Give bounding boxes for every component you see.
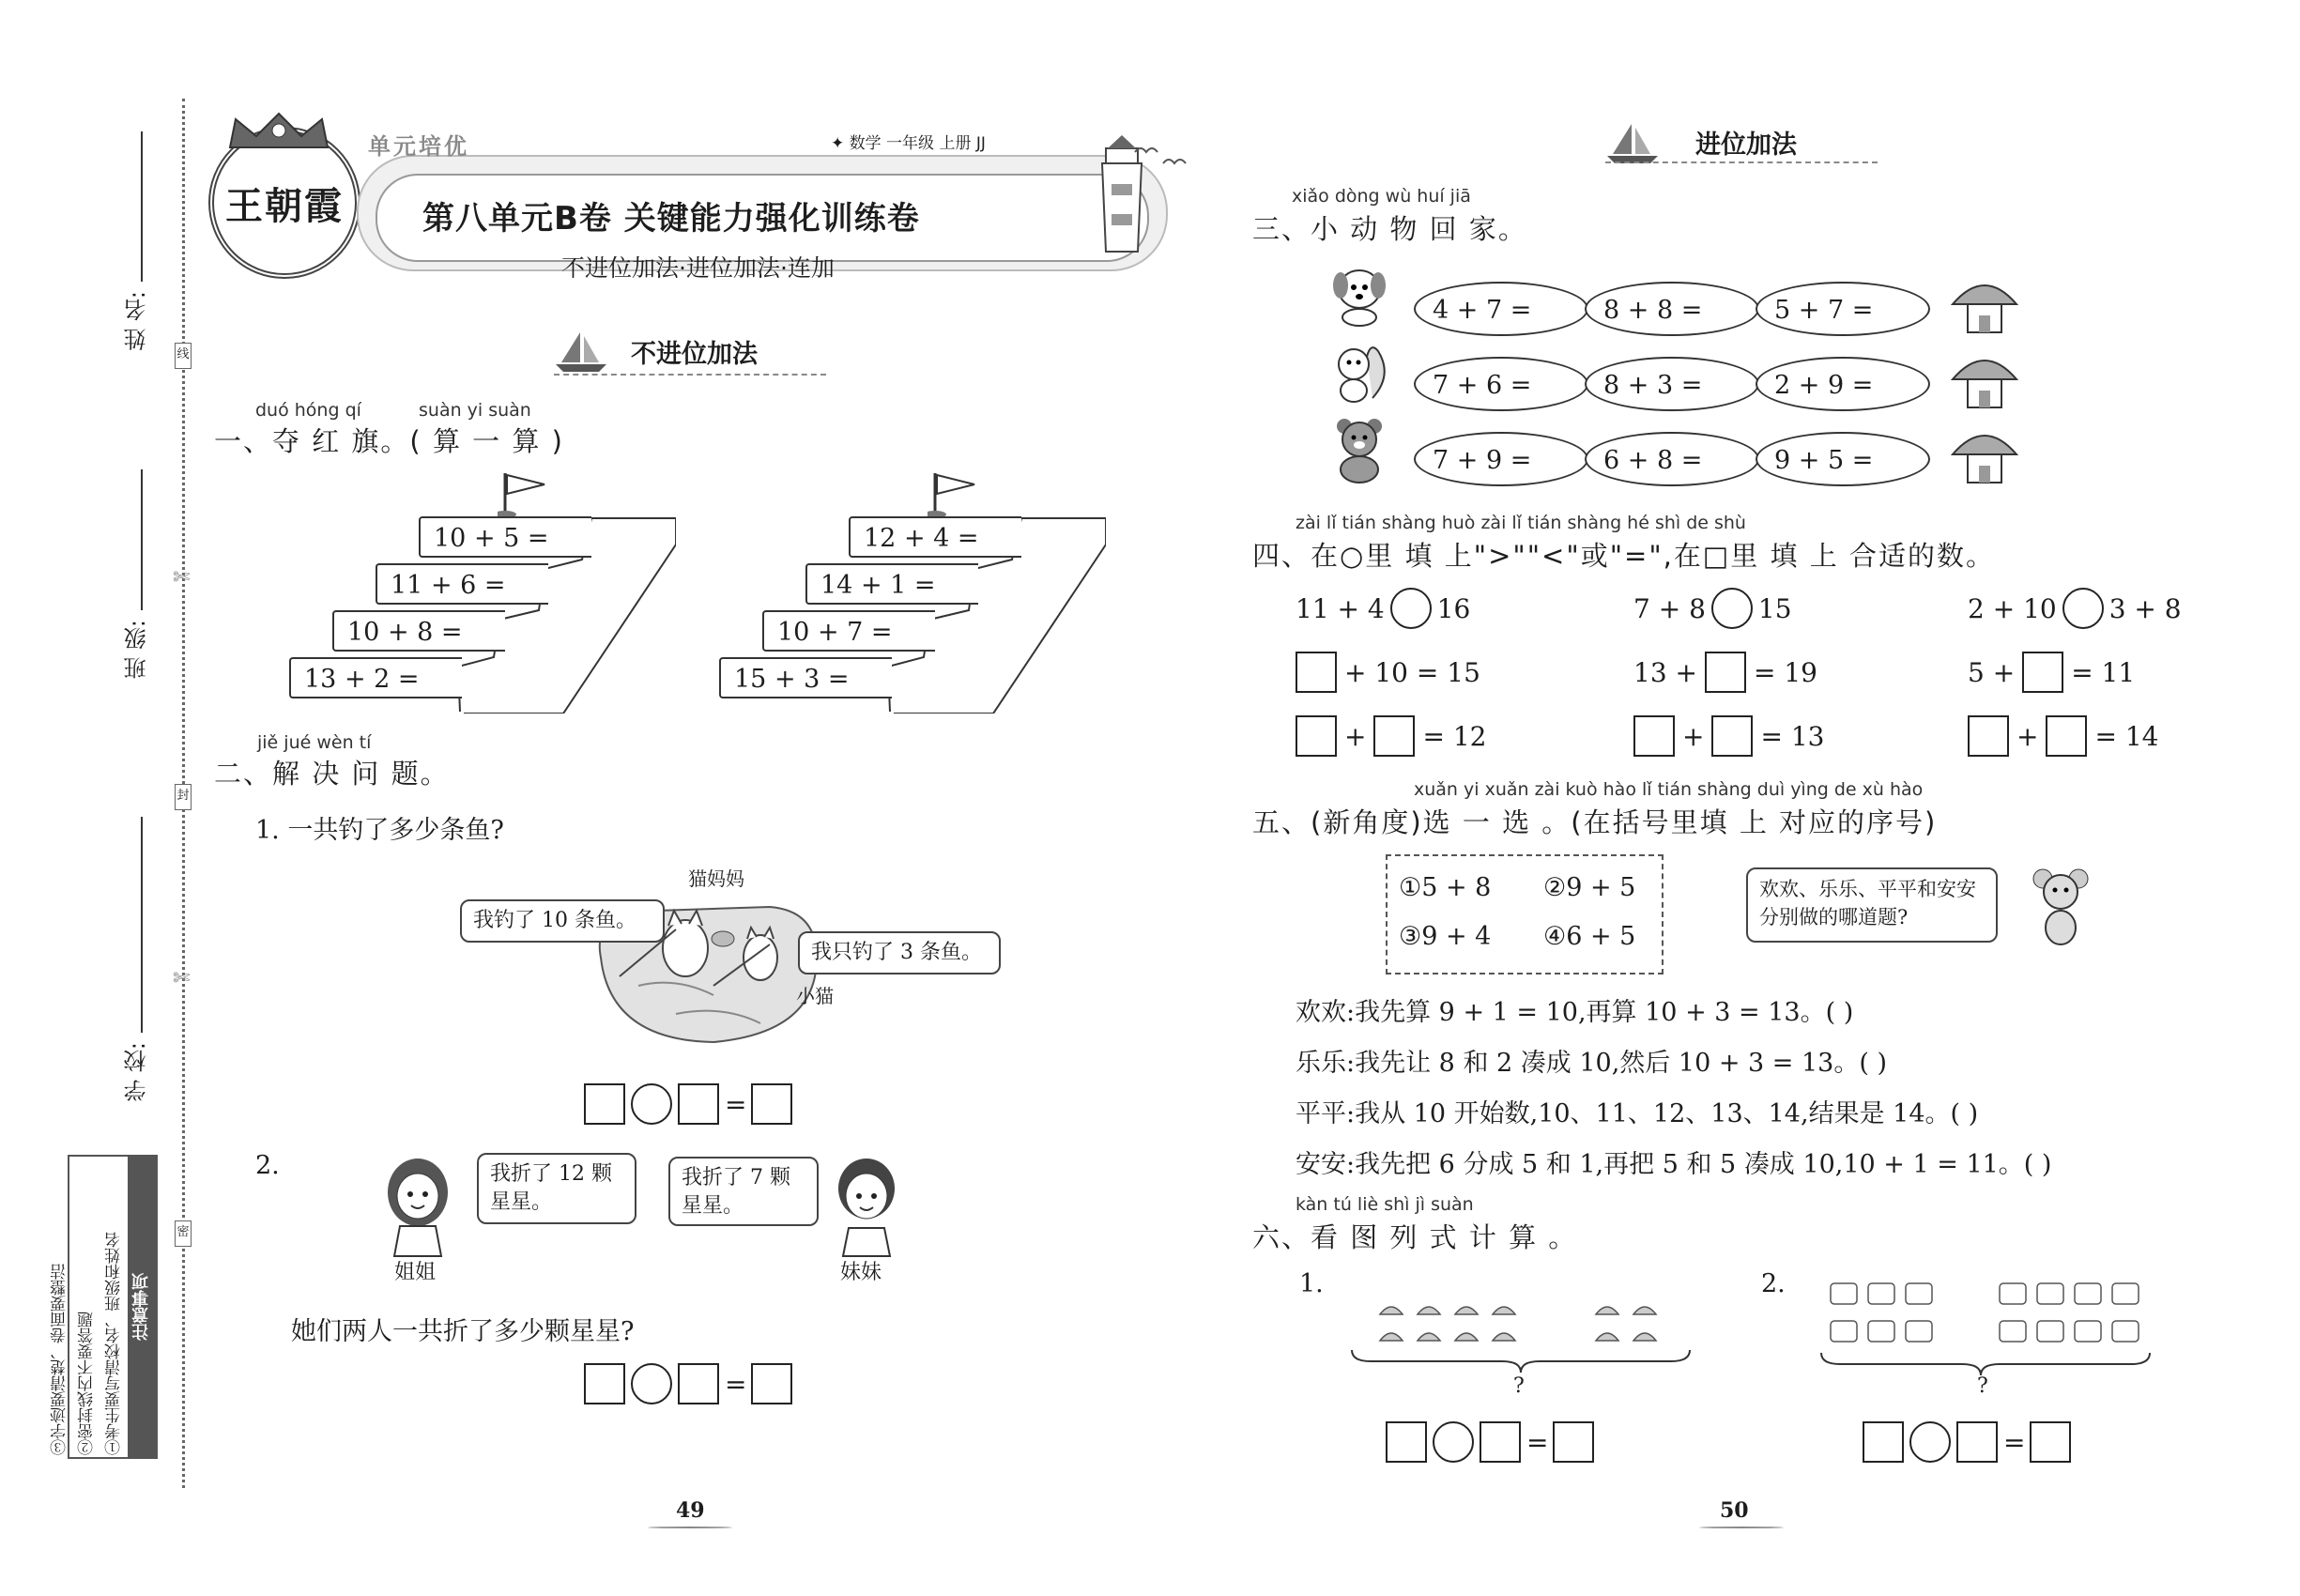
q4-heading: 四、在○里 填 上">""<"或"=",在□里 填 上 合适的数。 [1252, 540, 1995, 572]
q1-pinyin: suàn yi suàn [419, 400, 531, 421]
series-label: 单元培优 [368, 133, 469, 160]
mouse-icon [2028, 864, 2093, 948]
q6-1-question-mark: ? [1513, 1374, 1525, 1398]
compare-circle[interactable] [1711, 588, 1753, 629]
fill-text: = 13 [1760, 720, 1825, 752]
compare-left: 7 + 8 [1633, 592, 1706, 624]
younger-sister-illustration [824, 1155, 909, 1258]
brand-logo [208, 127, 360, 279]
fill-box[interactable] [1633, 715, 1675, 757]
mushroom-house-icon [1947, 272, 2022, 338]
equals-sign: = [1526, 1426, 1549, 1458]
fill-text: + [1344, 720, 1367, 752]
mushroom-house-icon [1947, 422, 2022, 488]
name-field[interactable] [141, 131, 143, 282]
q5-statement: 乐乐:我先让 8 和 2 凑成 10,然后 10 + 3 = 13。( ) [1296, 1049, 1888, 1078]
stair-step[interactable]: 13 + 2 = [289, 657, 462, 698]
answer-box[interactable] [751, 1363, 792, 1404]
notice-title: 注意事项 [128, 1157, 156, 1457]
fill-text: + [2016, 720, 2039, 752]
operator-circle[interactable] [1909, 1421, 1951, 1463]
fill-text: + 10 = 15 [1344, 656, 1480, 688]
page-number-swoosh [648, 1527, 732, 1528]
q6-heading: 六、看 图 列 式 计 算 。 [1252, 1221, 1578, 1253]
q1-pinyin: duó hóng qí [255, 400, 361, 421]
q6-item-number: 1. [1299, 1269, 1324, 1298]
fill-text: = 12 [1422, 720, 1487, 752]
fill-box[interactable] [2022, 652, 2063, 693]
compare-circle[interactable] [2062, 588, 2104, 629]
label-kitten: 小猫 [796, 985, 834, 1007]
q5-statement: 平平:我从 10 开始数,10、11、12、13、14,结果是 14。( ) [1296, 1099, 1979, 1128]
page-title: 第八单元B卷 关键能力强化训练卷 [422, 200, 920, 238]
answer-box[interactable] [1480, 1421, 1521, 1463]
q6-pinyin: kàn tú liè shì jì suàn [1296, 1194, 1474, 1215]
notice-item: ①考生要写清校名、班级和姓名 [105, 1232, 124, 1455]
fill-box[interactable] [1296, 652, 1337, 693]
fill-text: = 14 [2094, 720, 2159, 752]
sailboat-icon [1605, 120, 1660, 165]
fill-box[interactable] [1705, 652, 1746, 693]
flag-icon [928, 469, 984, 516]
stair-step[interactable]: 10 + 8 = [332, 610, 505, 652]
answer-box[interactable] [1863, 1421, 1904, 1463]
mushroom-house-icon [1947, 347, 2022, 413]
speech-bubble-kitten: 我只钓了 3 条鱼。 [798, 931, 1001, 974]
fill-item [1968, 715, 2158, 757]
seal-mark-line: 线 [175, 343, 192, 369]
page-number-swoosh [1699, 1527, 1784, 1528]
section-underline [554, 374, 826, 376]
seal-mark-seal: 封 [175, 784, 192, 810]
q6-item-number: 2. [1761, 1269, 1786, 1298]
q2-pinyin: jiě jué wèn tí [257, 732, 372, 753]
birds-icon [1131, 141, 1188, 169]
fill-item [1633, 715, 1824, 757]
answer-box[interactable] [584, 1363, 625, 1404]
answer-box[interactable] [2030, 1421, 2071, 1463]
elder-sister-illustration [376, 1155, 460, 1258]
animal-equation[interactable]: 6 + 8 = [1585, 432, 1759, 486]
equals-sign: = [725, 1368, 747, 1400]
compare-right: 16 [1436, 592, 1471, 624]
fill-item [1968, 652, 2135, 693]
notice-item: ②密封线内不要答题 [78, 1312, 97, 1455]
operator-circle[interactable] [631, 1363, 672, 1404]
label-elder-sister: 姐姐 [394, 1261, 437, 1284]
compare-circle[interactable] [1390, 588, 1432, 629]
compare-left: 11 + 4 [1296, 592, 1385, 624]
answer-box[interactable] [678, 1363, 719, 1404]
sailboat-icon [554, 329, 608, 374]
fill-box[interactable] [2046, 715, 2087, 757]
class-label: 班 级: [124, 620, 150, 680]
equals-sign: = [2003, 1426, 2026, 1458]
sidebar [0, 0, 191, 1596]
name-label: 姓 名: [124, 291, 150, 351]
class-field[interactable] [141, 469, 143, 610]
animal-equation[interactable]: 5 + 7 = [1756, 282, 1930, 336]
fill-text: = 11 [2071, 656, 2136, 688]
stair-step[interactable]: 10 + 7 = [762, 610, 935, 652]
answer-equation [584, 1083, 792, 1125]
page-subtitle: 不进位加法·进位加法·连加 [561, 254, 835, 282]
answer-equation [1863, 1421, 2071, 1463]
animal-equation[interactable]: 4 + 7 = [1414, 282, 1588, 336]
operator-circle[interactable] [631, 1083, 672, 1125]
fill-box[interactable] [1296, 715, 1337, 757]
cups-illustration [1812, 1272, 2169, 1399]
q5-pinyin: xuǎn yi xuǎn zài kuò hào lǐ tián shàng duì yìng de xù hào [1414, 779, 1924, 800]
fill-text: 13 + [1633, 656, 1697, 688]
header-meta [831, 130, 986, 153]
scissors-icon: ✄ [173, 967, 191, 990]
compare-item [1968, 588, 2182, 629]
seal-mark-secret: 密 [175, 1220, 192, 1247]
operator-circle[interactable] [1433, 1421, 1474, 1463]
choices-box [1386, 854, 1664, 974]
choice-option: ②9 + 5 [1543, 873, 1636, 902]
answer-box[interactable] [678, 1083, 719, 1125]
notice-item: ③字迹要清楚、卷面要整洁 [51, 1264, 69, 1455]
problem-1-text: 1. 一共钓了多少条鱼? [255, 816, 504, 845]
star-icon: ✦ [831, 134, 845, 153]
q6-2-question-mark: ? [1977, 1374, 1988, 1398]
animal-equation[interactable]: 8 + 3 = [1585, 357, 1759, 411]
fill-text: 5 + [1968, 656, 2016, 688]
fill-item [1296, 715, 1486, 757]
q4-pinyin: zài lǐ tián shàng huò zài lǐ tián shàng hé shì de shù [1296, 513, 1746, 533]
speech-bubble-cat-mother: 我钓了 10 条鱼。 [460, 899, 665, 943]
answer-box[interactable] [584, 1083, 625, 1125]
bear-icon [1326, 413, 1393, 484]
stairs-right [712, 469, 1106, 714]
equals-sign: = [725, 1088, 747, 1120]
compare-right: 15 [1757, 592, 1792, 624]
page-number-left: 49 [676, 1498, 705, 1523]
answer-equation [1386, 1421, 1594, 1463]
q3-pinyin: xiǎo dòng wù huí jiā [1292, 186, 1471, 207]
fill-item [1633, 652, 1817, 693]
problem-2-question: 她们两人一共折了多少颗星星? [291, 1317, 635, 1346]
choice-option: ①5 + 8 [1399, 873, 1492, 902]
animal-equation[interactable]: 2 + 9 = [1756, 357, 1930, 411]
notice-box [51, 1155, 158, 1459]
q3-heading: 三、小 动 物 回 家。 [1252, 213, 1527, 245]
label-younger-sister: 妹妹 [840, 1261, 882, 1284]
answer-box[interactable] [1553, 1421, 1594, 1463]
fill-box[interactable] [1711, 715, 1753, 757]
scissors-icon: ✄ [173, 566, 191, 590]
compare-item [1296, 588, 1470, 629]
speech-bubble-younger: 我折了 7 颗星星。 [668, 1157, 819, 1226]
stair-step[interactable]: 14 + 1 = [805, 563, 978, 605]
logo-crown-icon [222, 110, 335, 151]
fill-text: + [1682, 720, 1705, 752]
compare-right: 3 + 8 [2108, 592, 2182, 624]
animal-equation[interactable]: 7 + 6 = [1414, 357, 1588, 411]
squirrel-icon [1326, 338, 1393, 404]
brand-name: 王朝霞 [225, 183, 344, 228]
stair-step[interactable]: 10 + 5 = [419, 516, 591, 558]
q5-statement: 欢欢:我先算 9 + 1 = 10,再算 10 + 3 = 13。( ) [1296, 998, 1854, 1027]
fill-box[interactable] [1373, 715, 1415, 757]
answer-box[interactable] [751, 1083, 792, 1125]
section-title-no-carry: 不进位加法 [631, 340, 758, 369]
school-label: 学 校: [124, 1042, 150, 1102]
section-underline [1605, 161, 1878, 163]
animal-equation[interactable]: 9 + 5 = [1756, 432, 1930, 486]
fill-item [1296, 652, 1480, 693]
section-title-carry: 进位加法 [1695, 130, 1797, 160]
label-cat-mother: 猫妈妈 [688, 867, 744, 890]
problem-2-number: 2. [255, 1151, 280, 1180]
stair-step[interactable]: 11 + 6 = [376, 563, 548, 605]
stairs-left [282, 469, 676, 714]
speech-bubble-elder: 我折了 12 颗星星。 [477, 1153, 636, 1224]
school-field[interactable] [141, 817, 143, 1033]
choice-option: ③9 + 4 [1399, 922, 1492, 951]
stair-step[interactable]: 15 + 3 = [719, 657, 892, 698]
header-meta-text: 数学 一年级 上册 JJ [849, 134, 986, 153]
choice-option: ④6 + 5 [1543, 922, 1636, 951]
q2-heading: 二、解 决 问 题。 [214, 758, 450, 790]
q5-heading: 五、(新角度)选 一 选 。(在括号里填 上 对应的序号) [1252, 806, 1938, 838]
stair-step[interactable]: 12 + 4 = [849, 516, 1021, 558]
speech-bubble-mouse: 欢欢、乐乐、平平和安安分别做的哪道题? [1746, 867, 1998, 943]
flag-icon [498, 469, 554, 516]
answer-box[interactable] [1386, 1421, 1427, 1463]
compare-item [1633, 588, 1792, 629]
fill-text: = 19 [1754, 656, 1817, 688]
animal-equation[interactable]: 8 + 8 = [1585, 282, 1759, 336]
animal-equation[interactable]: 7 + 9 = [1414, 432, 1588, 486]
page-number-right: 50 [1720, 1498, 1749, 1523]
answer-box[interactable] [1956, 1421, 1998, 1463]
fill-box[interactable] [1968, 715, 2009, 757]
q5-statement: 安安:我先把 6 分成 5 和 1,再把 5 和 5 凑成 10,10 + 1 = 11。( ) [1296, 1150, 2052, 1179]
compare-left: 2 + 10 [1968, 592, 2057, 624]
answer-equation [584, 1363, 792, 1404]
dog-icon [1326, 261, 1393, 327]
q1-heading: 一、夺 红 旗。( 算 一 算 ) [214, 425, 564, 457]
